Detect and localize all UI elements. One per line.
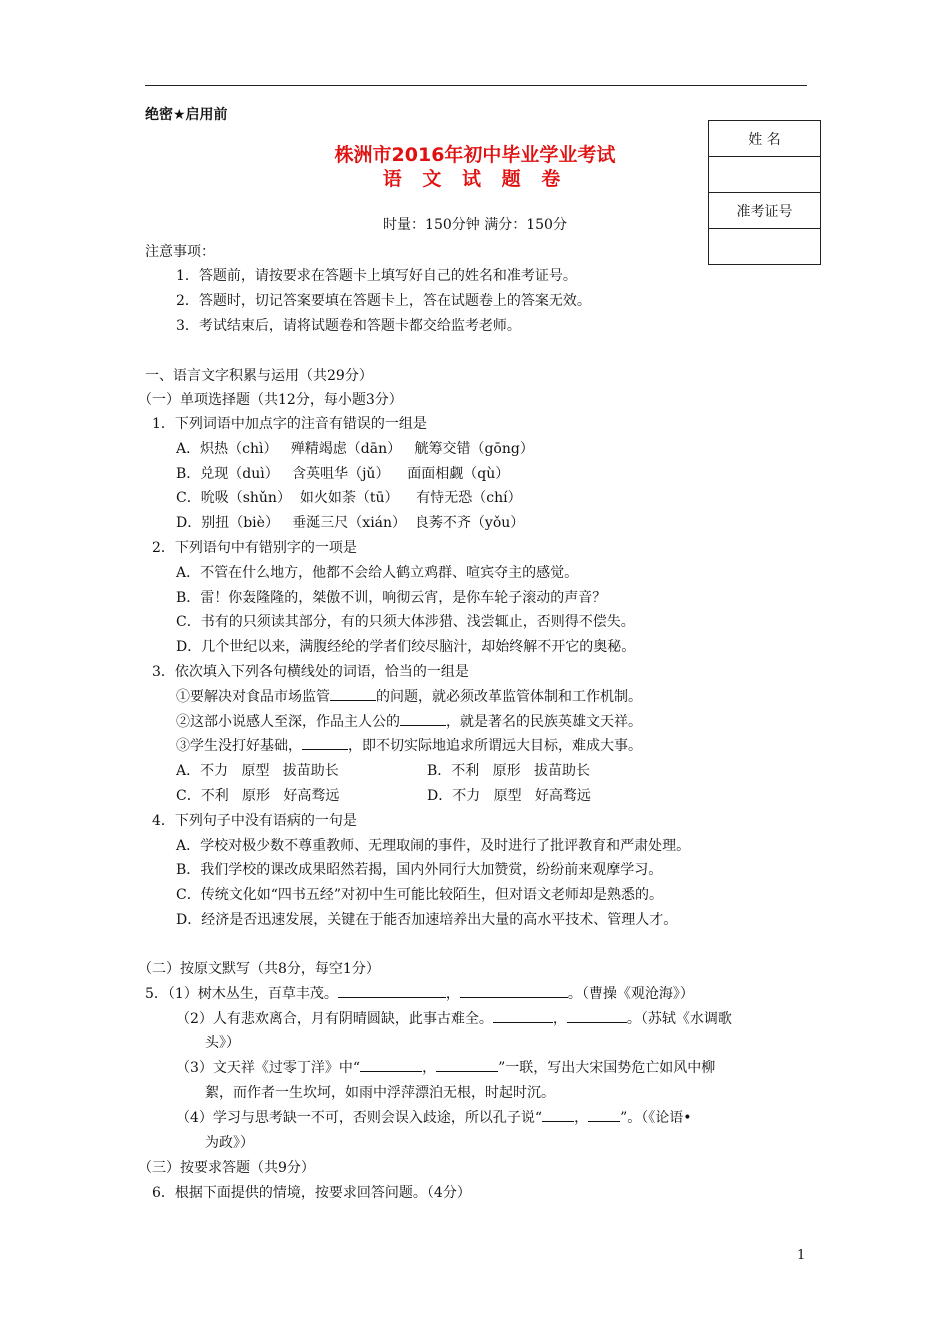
fill-sentence [176, 685, 642, 710]
fill-blank[interactable] [588, 1107, 620, 1122]
ticket-number-field[interactable] [709, 229, 821, 265]
header-rule [145, 85, 807, 86]
notice-item: 2．答题时，切记答案要填在答题卡上，答在试题卷上的答案无效。 [176, 293, 591, 309]
option-line: B．雷！你轰隆隆的，桀傲不训，响彻云宵，是你车轮子滚动的声音？ [176, 590, 607, 606]
recitation-text: ”一联，写出大宋国势危亡如风中柳 [498, 1060, 716, 1076]
option-line: D．别扭（biè） 垂涎三尺（xián） 良莠不齐（yǒu） [176, 515, 525, 531]
question-stem: 1．下列词语中加点字的注音有错误的一组是 [152, 416, 427, 432]
option-line: C．不利 原形 好高骛远 [176, 788, 340, 804]
student-id-box [708, 120, 821, 265]
option-line: D．几个世纪以来，满腹经纶的学者们绞尽脑汁，却始终解不开它的奥秘。 [176, 639, 636, 655]
sentence-text: 的问题，就必须改革监管体制和工作机制。 [376, 689, 642, 705]
recitation-text: （4）学习与思考缺一不可，否则会误入歧途，所以孔子说“ [176, 1110, 543, 1126]
question-stem: 4．下列句子中没有语病的一句是 [152, 813, 357, 829]
recitation-text: ， [574, 1110, 589, 1126]
recitation-text: 。（苏轼《水调歌 [626, 1011, 732, 1027]
fill-blank[interactable] [400, 711, 446, 726]
fill-blank[interactable] [567, 1008, 627, 1023]
fill-blank[interactable] [360, 1057, 422, 1072]
fill-blank[interactable] [542, 1107, 574, 1122]
recitation-text: （2）人有悲欢离合，月有阴晴圆缺，此事古难全。 [176, 1011, 493, 1027]
recitation-line: 头》） [205, 1035, 240, 1051]
recitation-line: 为政》） [205, 1135, 254, 1151]
page-number: 1 [797, 1248, 806, 1263]
option-line: D．经济是否迅速发展，关键在于能否加速培养出大量的高水平技术、管理人才。 [176, 912, 678, 928]
sentence-text: ①要解决对食品市场监管 [176, 689, 330, 705]
option-line: B．不利 原形 拔苗助长 [427, 763, 590, 779]
recitation-line [176, 1106, 692, 1131]
option-line: D．不力 原型 好高骛远 [427, 788, 591, 804]
exam-title: 株洲市2016年初中毕业学业考试 [334, 144, 616, 166]
notice-item: 3．考试结束后，请将试题卷和答题卡都交给监考老师。 [176, 318, 521, 334]
recitation-text: （3）文天祥《过零丁洋》中“ [176, 1060, 361, 1076]
ticket-number-label: 准考证号 [709, 193, 821, 229]
notice-heading: 注意事项： [145, 244, 215, 260]
part-heading: （三）按要求答题（共9分） [138, 1160, 315, 1176]
exam-subtitle: 语 文 试 题 卷 [382, 168, 568, 190]
recitation-line [145, 982, 694, 1007]
fill-blank[interactable] [302, 735, 348, 750]
recitation-text: ， [552, 1011, 567, 1027]
part-heading: （一）单项选择题（共12分，每小题3分） [138, 392, 403, 408]
fill-blank[interactable] [338, 983, 446, 998]
sentence-text: ，就是著名的民族英雄文天祥。 [446, 714, 642, 730]
fill-blank[interactable] [460, 983, 568, 998]
question-stem: 6．根据下面提供的情境，按要求回答问题。（4分） [152, 1185, 471, 1201]
option-line: A．炽热（chì） 殚精竭虑（dān） 觥筹交错（gōng） [176, 441, 534, 457]
name-label: 姓 名 [709, 121, 821, 157]
option-line: B．兑现（duì） 含英咀华（jǔ） 面面相觑（qù） [176, 466, 510, 482]
sentence-text: ③学生没打好基础， [176, 738, 302, 754]
time-score-info: 时量：150分钟 满分：150分 [383, 217, 567, 233]
fill-blank[interactable] [493, 1008, 553, 1023]
option-line: A．学校对极少数不尊重教师、无理取闹的事件，及时进行了批评教育和严肃处理。 [176, 838, 691, 854]
option-line: B．我们学校的课改成果昭然若揭，国内外同行大加赞赏，纷纷前来观摩学习。 [176, 862, 663, 878]
section-heading: 一、语言文字积累与运用（共29分） [145, 368, 373, 384]
name-field[interactable] [709, 157, 821, 193]
recitation-line [176, 1007, 732, 1032]
option-line: C．传统文化如“四书五经”对初中生可能比较陌生，但对语文老师却是熟悉的。 [176, 887, 664, 903]
option-line: A．不管在什么地方，他都不会给人鹤立鸡群、喧宾夺主的感觉。 [176, 565, 579, 581]
recitation-text: ， [422, 1060, 437, 1076]
question-stem: 2．下列语句中有错别字的一项是 [152, 540, 357, 556]
confidential-label: 绝密★启用前 [145, 107, 228, 123]
option-line: A．不力 原型 拔苗助长 [176, 763, 339, 779]
option-line: C．书有的只须读其部分，有的只须大体涉猎、浅尝辄止，否则得不偿失。 [176, 614, 635, 630]
recitation-text: 。（曹操《观沧海》） [567, 986, 694, 1002]
fill-blank[interactable] [436, 1057, 498, 1072]
recitation-line: 絮，而作者一生坎坷，如雨中浮萍漂泊无根，时起时沉。 [205, 1085, 555, 1101]
notice-item: 1．答题前，请按要求在答题卡上填写好自己的姓名和准考证号。 [176, 268, 577, 284]
fill-blank[interactable] [330, 686, 376, 701]
part-heading: （二）按原文默写（共8分，每空1分） [138, 961, 380, 977]
fill-sentence [176, 734, 642, 759]
recitation-text: ， [445, 986, 460, 1002]
recitation-text: 5．（1）树木丛生，百草丰茂。 [145, 986, 338, 1002]
fill-sentence [176, 710, 642, 735]
recitation-text: ”。（《论语• [620, 1110, 692, 1126]
option-line: C．吮吸（shǔn） 如火如荼（tū） 有恃无恐（chí） [176, 490, 522, 506]
sentence-text: ②这部小说感人至深，作品主人公的 [176, 714, 400, 730]
sentence-text: ，即不切实际地追求所谓远大目标，难成大事。 [348, 738, 642, 754]
recitation-line [176, 1056, 715, 1081]
question-stem: 3．依次填入下列各句横线处的词语，恰当的一组是 [152, 664, 469, 680]
